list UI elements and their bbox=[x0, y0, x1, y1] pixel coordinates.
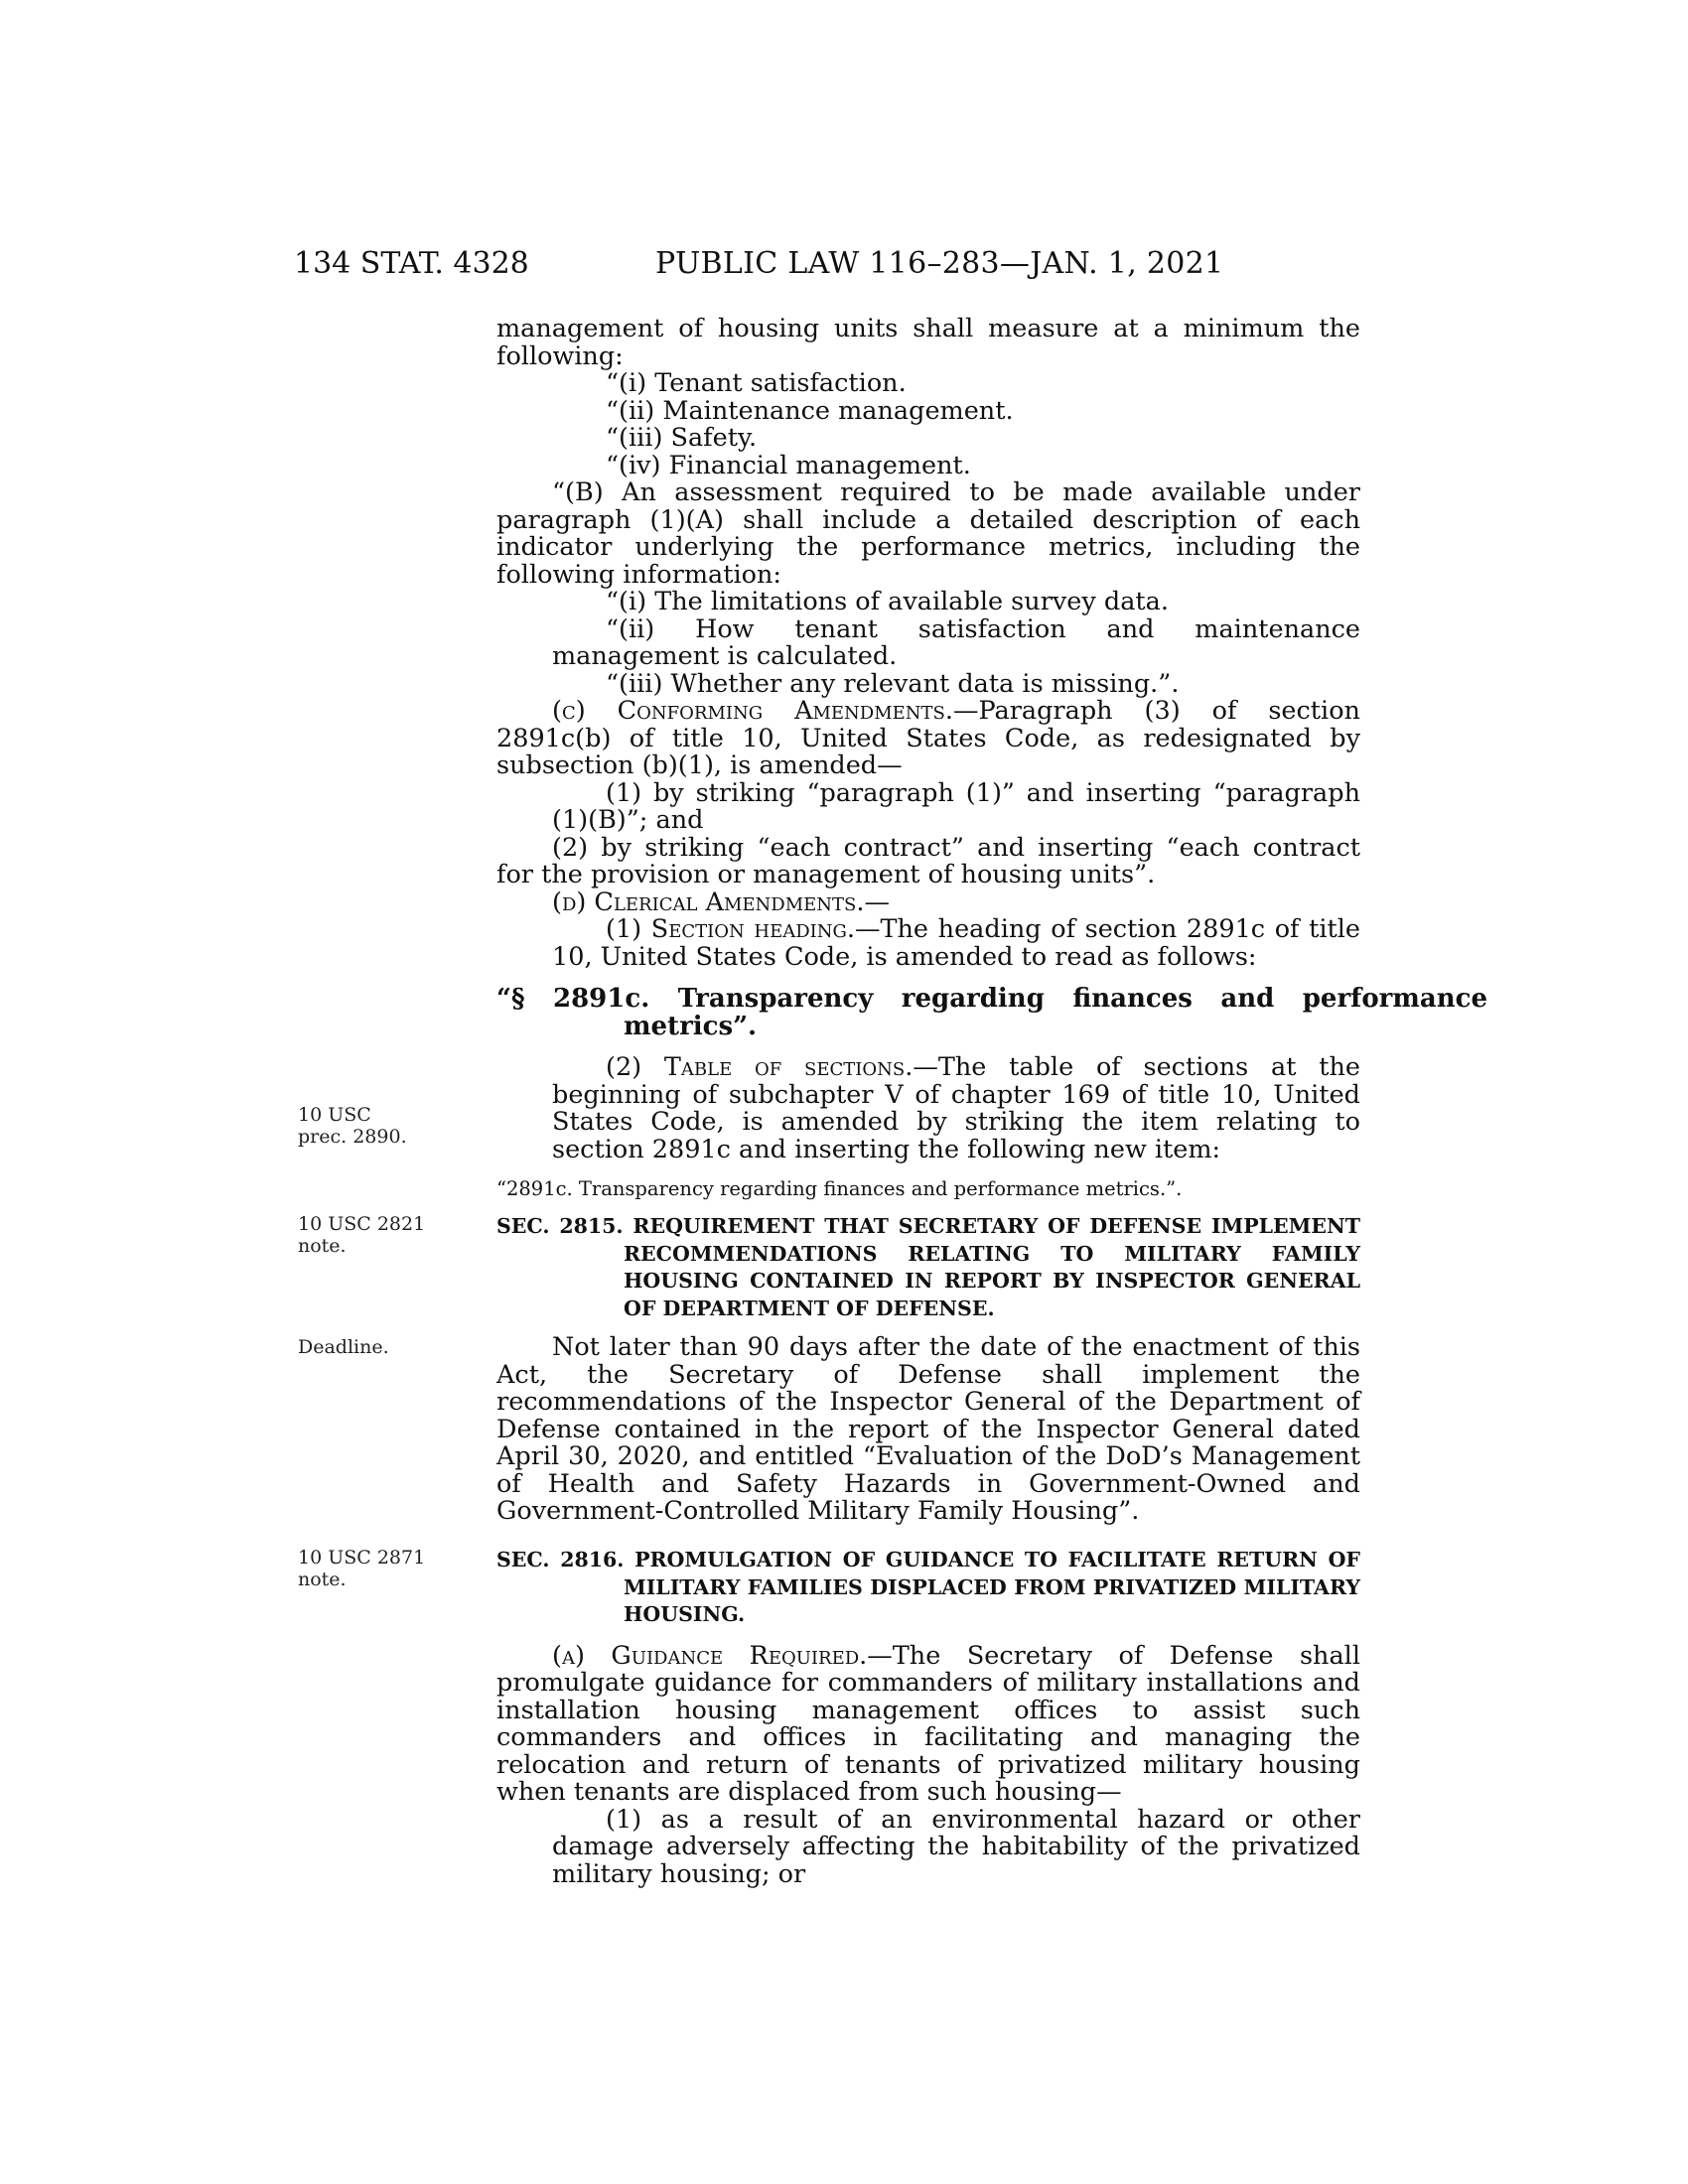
subsection-text: —The heading of section 2891c of title 10, United States Code, is amended to read as follows: bbox=[552, 914, 1361, 972]
list-item: “(iii) Safety. bbox=[606, 423, 758, 453]
list-item: (1) by striking “paragraph (1)” and inserting “paragraph (1)(B)”; and bbox=[552, 777, 1360, 835]
paragraph-a bbox=[496, 1640, 1360, 1807]
list-item: “(iv) Financial management. bbox=[606, 450, 971, 480]
subsection-label: (d) Clerical Amendments. bbox=[552, 887, 865, 917]
body-column bbox=[496, 314, 1487, 1164]
table-of-sections-item: “2891c. Transparency regarding finances and performance metrics.”. bbox=[496, 1177, 1183, 1200]
list-item: “(i) The limitations of available survey data. bbox=[606, 587, 1169, 616]
subsection-label: (2) Table of sections. bbox=[606, 1052, 914, 1082]
paragraph-intro: management of housing units shall measure at a minimum the following: bbox=[496, 314, 1360, 371]
subsection-text: —The Secretary of Defense shall promulgate guidance for commanders of military installations and installation housing management offices to assist such commanders and offices in facilitating and managing the relocation and return of tenants of privatized military housing when tenants are displaced from such housing— bbox=[496, 1640, 1360, 1807]
margin-note bbox=[298, 1104, 447, 1148]
section-2816 bbox=[496, 1547, 1360, 1888]
section-heading: SEC. 2815. REQUIREMENT THAT SECRETARY OF DEFENSE IMPLEMENT RECOMMENDATIONS RELATING TO MILITARY FAMILY HOUSING CONTAINED IN REPORT BY INSPECTOR GENERAL OF DEPARTMENT OF DEFENSE. bbox=[496, 1214, 1360, 1320]
margin-note-line: note. bbox=[298, 1569, 347, 1590]
paragraph-d2 bbox=[496, 1054, 1360, 1163]
margin-note bbox=[298, 1547, 447, 1590]
list-item: “(i) Tenant satisfaction. bbox=[606, 368, 907, 398]
paragraph-c bbox=[496, 698, 1360, 780]
margin-note-deadline: Deadline. bbox=[298, 1336, 389, 1358]
margin-note bbox=[298, 1213, 447, 1257]
section-2815 bbox=[496, 1213, 1360, 1526]
subsection-label: (1) Section heading. bbox=[606, 914, 855, 944]
subsection-text: —Paragraph (3) of section 2891c(b) of title 10, United States Code, as redesignated by subsection (b)(1), is amended— bbox=[496, 696, 1360, 780]
section-heading-2891c: “§ 2891c. Transparency regarding finances and performance metrics”. bbox=[496, 984, 1487, 1041]
subsection-label: (a) Guidance Required. bbox=[552, 1640, 868, 1671]
subsection-text: —The table of sections at the beginning of subchapter V of chapter 169 of title 10, United States Code, is amended by striking the item relating to section 2891c and inserting the following new item: bbox=[552, 1052, 1360, 1164]
margin-note-line: 10 USC 2871 bbox=[298, 1547, 426, 1569]
section-heading: SEC. 2816. PROMULGATION OF GUIDANCE TO FACILITATE RETURN OF MILITARY FAMILIES DISPLACED FROM PRIVATIZED MILITARY HOUSING. bbox=[496, 1548, 1360, 1626]
section-text: Not later than 90 days after the date of the enactment of this Act, the Secretary of Defense shall implement the recommendations of the Inspector General of the Department of Defense contained in the report of the Inspector General dated April 30, 2020, and entitled “Evaluation of the DoD’s Management of Health and Safety Hazards in Government-Owned and Government-Controlled Military Family Housing”. bbox=[496, 1332, 1360, 1526]
margin-note-line: 10 USC bbox=[298, 1104, 371, 1126]
paragraph-d1 bbox=[496, 916, 1360, 971]
statute-page-number: 134 STAT. 4328 bbox=[294, 246, 529, 281]
margin-note-line: prec. 2890. bbox=[298, 1126, 407, 1148]
paragraph-b: “(B) An assessment required to be made available under paragraph (1)(A) shall include a detailed description of each indicator underlying the performance metrics, including the following information: bbox=[496, 478, 1360, 590]
list-item: “(iii) Whether any relevant data is missing.”. bbox=[606, 668, 1180, 699]
paragraph-d bbox=[496, 889, 1360, 917]
margin-note-line: 10 USC 2821 bbox=[298, 1213, 426, 1235]
list-item: “(ii) How tenant satisfaction and maintenance management is calculated. bbox=[552, 614, 1360, 671]
page-title: PUBLIC LAW 116–283—JAN. 1, 2021 bbox=[655, 246, 1224, 281]
list-item: “(ii) Maintenance management. bbox=[606, 395, 1014, 426]
subsection-label: (c) Conforming Amendments. bbox=[552, 696, 953, 726]
page-header bbox=[294, 246, 1366, 286]
list-item: (2) by striking “each contract” and inserting “each contract for the provision or management of housing units”. bbox=[496, 832, 1360, 889]
list-item: (1) as a result of an environmental hazard or other damage adversely affecting the habitability of the privatized military housing; or bbox=[552, 1804, 1360, 1889]
subsection-text: — bbox=[864, 887, 890, 917]
margin-note-line: note. bbox=[298, 1235, 347, 1257]
